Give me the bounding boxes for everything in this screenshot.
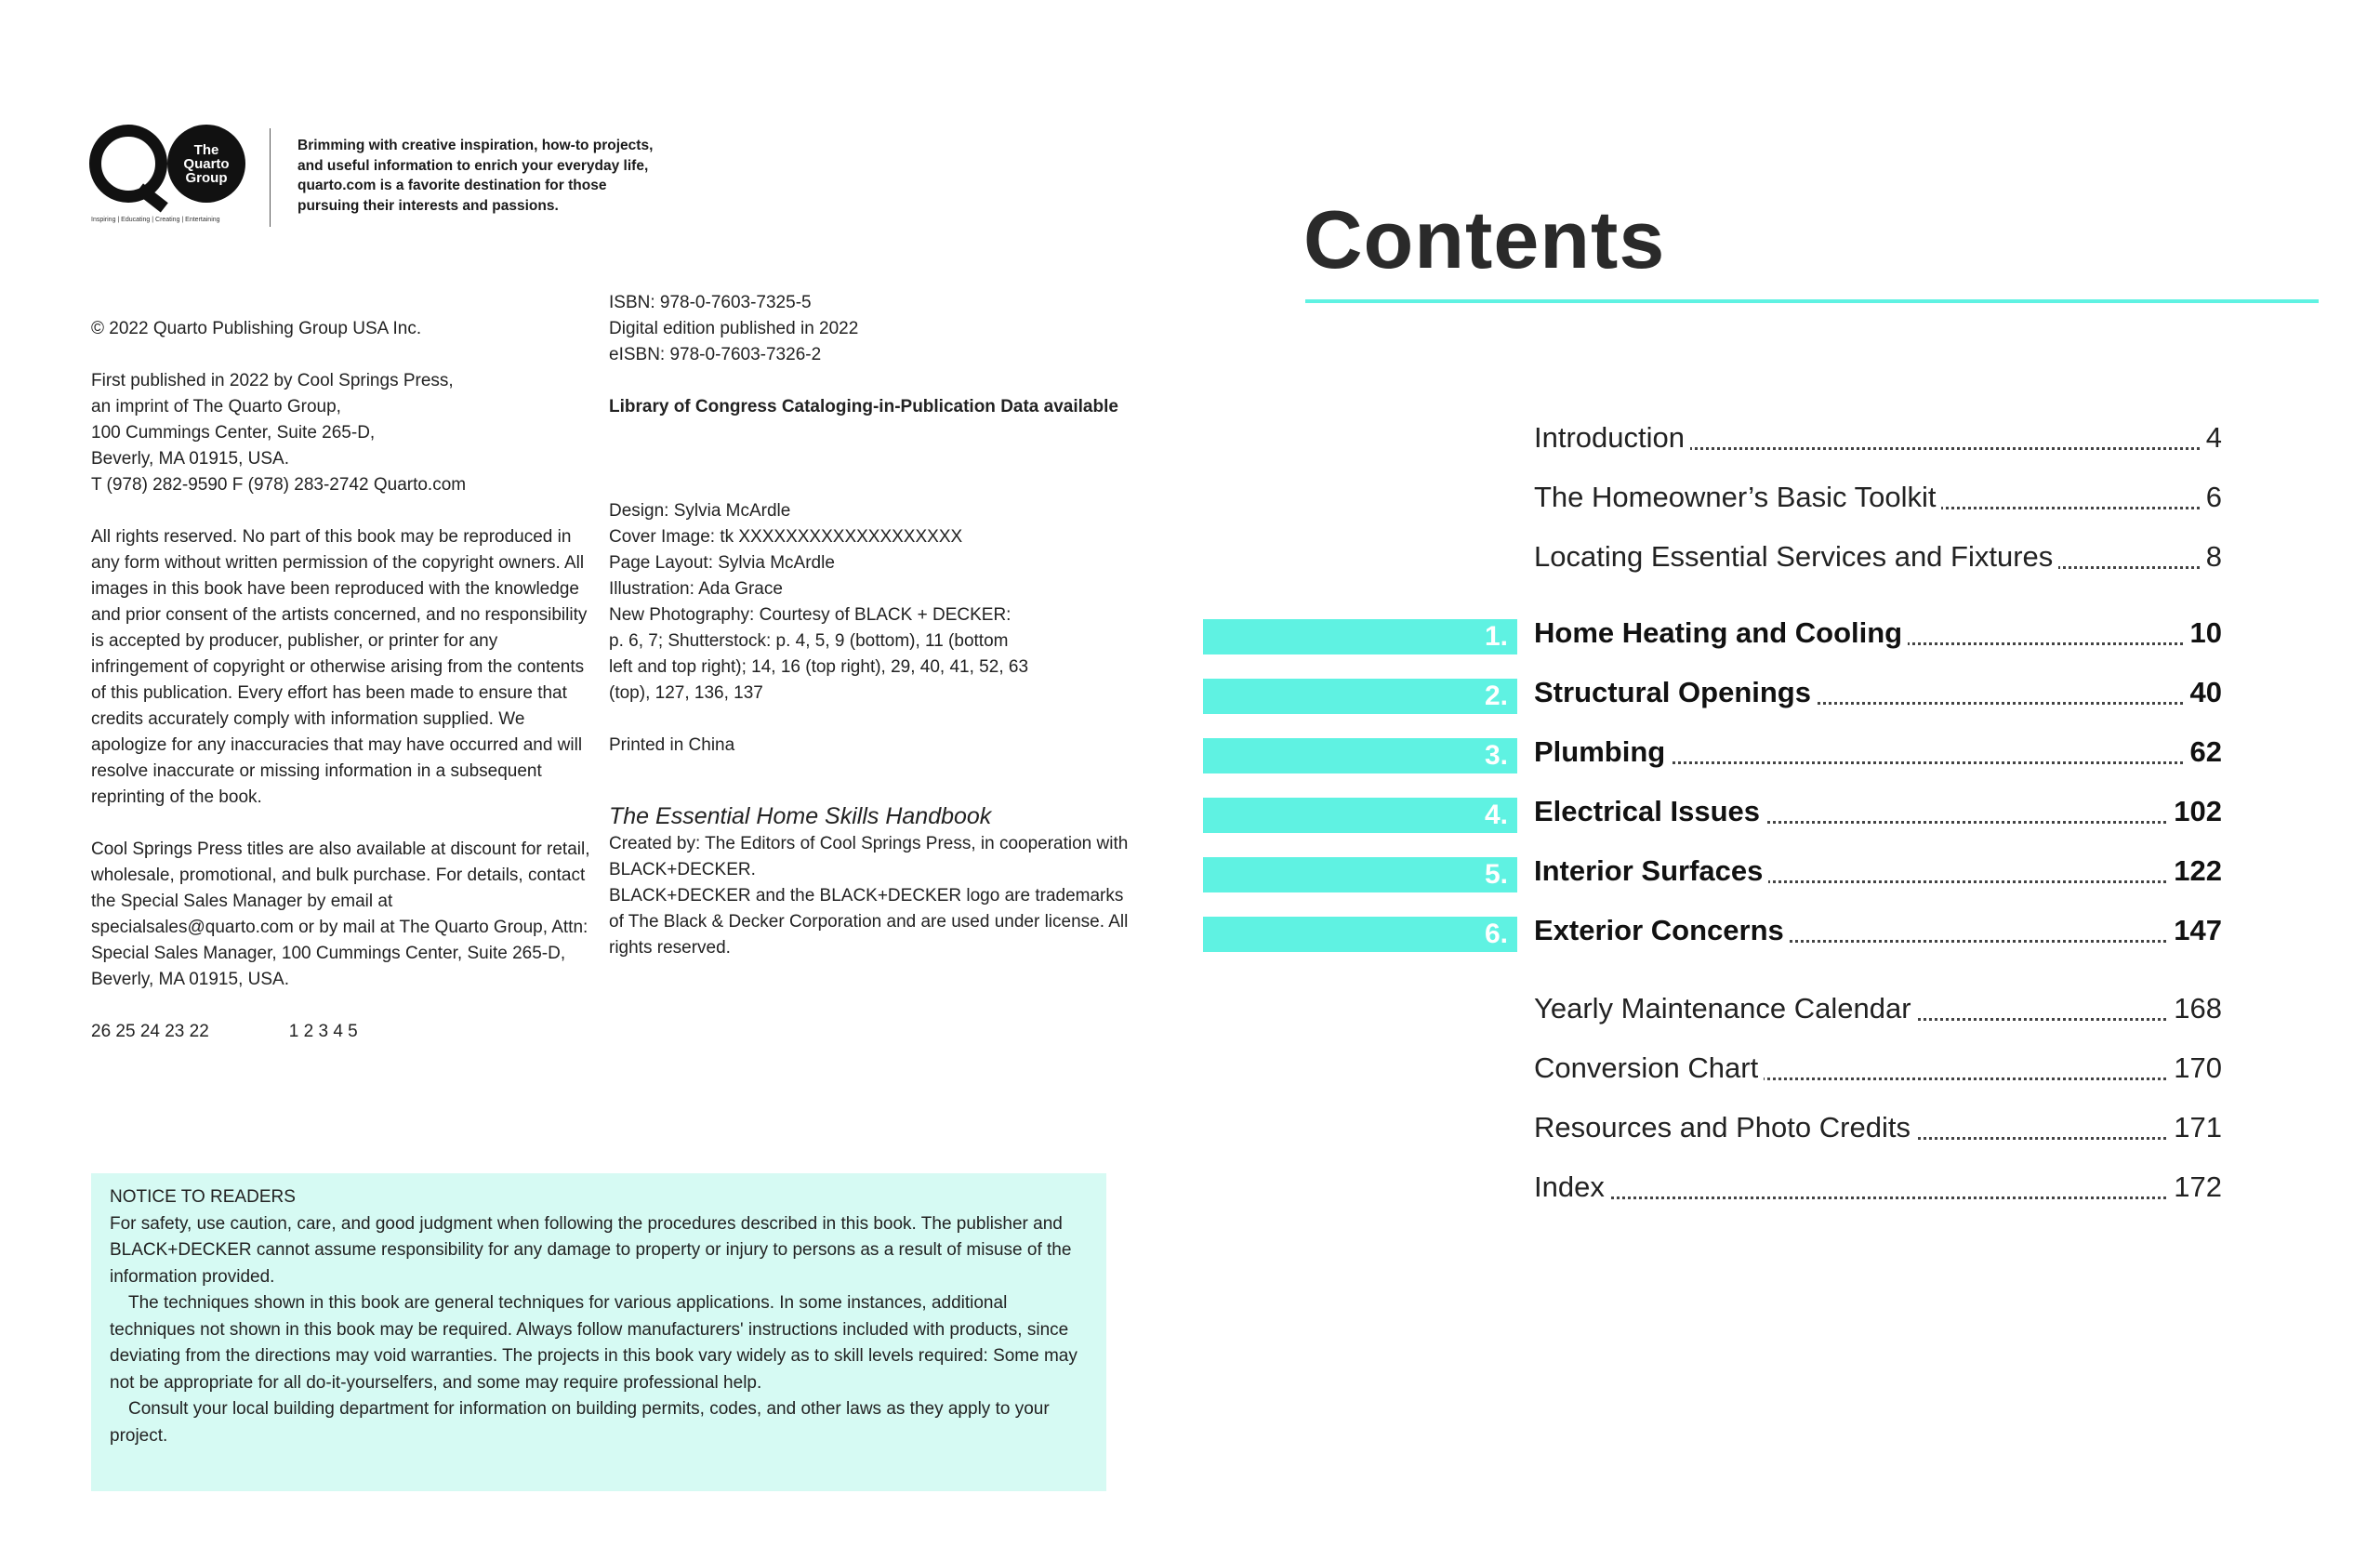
toc-page: 8 xyxy=(2201,539,2222,575)
chapter-number-bar xyxy=(1203,857,1517,892)
toc-entry[interactable] xyxy=(1534,422,2222,459)
quarto-blurb: Brimming with creative inspiration, how-to projects, and useful information to enrich your everyday life, quarto.com is a favorite destination for those pursuing their interests and passions. xyxy=(298,138,654,214)
chapter-number-bar xyxy=(1203,619,1517,654)
chapter-number: 1. xyxy=(1484,621,1508,652)
chapter-page: 10 xyxy=(2185,615,2222,651)
logo-divider xyxy=(270,128,271,227)
toc-entry[interactable] xyxy=(1534,1112,2222,1149)
notice-paragraph: Consult your local building department for information on building permits, codes, and other laws as they apply to your project. xyxy=(110,1399,1050,1446)
toc-title: Conversion Chart xyxy=(1534,1051,1764,1086)
chapter-page: 40 xyxy=(2185,675,2222,710)
special-sales-info: Cool Springs Press titles are also available at discount for retail, wholesale, promotional, and bulk purchase. For details, contact the Special Sales Manager by email at specialsales@quarto.com or by mail at The Quarto Group, Attn: Special Sales Manager, 100 Cummings Center, Suite 265-D, Beverly, MA 01915, USA. xyxy=(91,839,590,989)
toc-page: 170 xyxy=(2168,1051,2222,1086)
rights-statement: All rights reserved. No part of this book may be reproduced in any form without written permission of the copyright owners. All images in this book have been reproduced with the knowledge and prior consent of the artists concerned, and no responsibility is accepted by producer, publisher, or printer for any infringement of copyright or otherwise arising from the contents of this publication. Every effort has been made to ensure that credits accurately comply with information supplied. We apologize for any inaccuracies that may have occurred and will resolve inaccurate or missing information in a subsequent reprinting of the book. xyxy=(91,527,588,807)
toc-chapter-entry[interactable] xyxy=(1534,915,2222,952)
copyright-line: © 2022 Quarto Publishing Group USA Inc. xyxy=(91,319,422,338)
toc-page: 168 xyxy=(2168,991,2222,1026)
quarto-q-logo-icon xyxy=(89,125,167,203)
toc-title: Index xyxy=(1534,1170,1610,1205)
copyright-left-column xyxy=(91,316,593,1045)
trademark-notice: BLACK+DECKER and the BLACK+DECKER logo are trademarks of The Black & Decker Corporation and are used under license. All rights reserved. xyxy=(609,886,1129,958)
printing-line xyxy=(91,1019,593,1045)
contents-title: Contents xyxy=(1303,193,1666,285)
toc-page: 4 xyxy=(2201,420,2222,456)
chapter-page: 102 xyxy=(2168,794,2222,829)
chapter-title: Home Heating and Cooling xyxy=(1534,615,1908,651)
printed-in: Printed in China xyxy=(609,735,735,755)
chapter-title: Electrical Issues xyxy=(1534,794,1765,829)
chapter-title: Exterior Concerns xyxy=(1534,913,1790,948)
chapter-title: Interior Surfaces xyxy=(1534,853,1768,889)
toc-page: 172 xyxy=(2168,1170,2222,1205)
toc-title: Locating Essential Services and Fixtures xyxy=(1534,539,2058,575)
print-runs: 1 2 3 4 5 xyxy=(288,1022,358,1041)
toc-chapter-entry[interactable] xyxy=(1534,617,2222,654)
chapter-page: 147 xyxy=(2168,913,2222,948)
chapter-number: 2. xyxy=(1484,681,1508,711)
toc-chapter-entry[interactable] xyxy=(1534,736,2222,773)
chapter-number-bar xyxy=(1203,679,1517,714)
toc-page: 6 xyxy=(2201,480,2222,515)
toc-title: Yearly Maintenance Calendar xyxy=(1534,991,1917,1026)
toc-chapter-entry[interactable] xyxy=(1534,677,2222,714)
isbn-block: ISBN: 978-0-7603-7325-5 Digital edition published in 2022 eISBN: 978-0-7603-7326-2 xyxy=(609,293,859,364)
toc-chapter-entry[interactable] xyxy=(1534,855,2222,892)
toc-title: Resources and Photo Credits xyxy=(1534,1110,1916,1145)
chapter-title: Plumbing xyxy=(1534,734,1671,770)
chapter-number-bar xyxy=(1203,917,1517,952)
toc-chapter-entry[interactable] xyxy=(1534,796,2222,833)
chapter-number: 5. xyxy=(1484,859,1508,890)
toc-title: The Homeowner’s Basic Toolkit xyxy=(1534,480,1941,515)
chapter-number: 3. xyxy=(1484,740,1508,771)
chapter-page: 62 xyxy=(2185,734,2222,770)
toc-entry[interactable] xyxy=(1534,482,2222,519)
created-by: Created by: The Editors of Cool Springs Press, in cooperation with BLACK+DECKER. xyxy=(609,834,1129,879)
toc-entry[interactable] xyxy=(1534,1052,2222,1090)
notice-heading: NOTICE TO READERS xyxy=(110,1187,296,1207)
credits-block: Design: Sylvia McArdle Cover Image: tk XXXXXXXXXXXXXXXXXXX Page Layout: Sylvia McArdle Illustration: Ada Grace New Photography: Courtesy of BLACK + DECKER: p. 6, 7; Shutterstock: p. 4, 5, 9 (bottom), 11 (bottom left and top right); 14, 16 (top right), 29, 40, 41, 52, 63 (top), 127, 136, 137 xyxy=(609,501,1029,703)
chapter-page: 122 xyxy=(2168,853,2222,889)
chapter-number-bar xyxy=(1203,798,1517,833)
logo-tagline: Inspiring | Educating | Creating | Entertaining xyxy=(91,217,220,223)
notice-to-readers xyxy=(91,1173,1106,1491)
badge-text: The Quarto Group xyxy=(183,141,230,186)
publisher-address: First published in 2022 by Cool Springs Press, an imprint of The Quarto Group, 100 Cummings Center, Suite 265-D, Beverly, MA 01915, USA. T (978) 282-9590 F (978) 283-2742 Quarto.com xyxy=(91,371,467,495)
chapter-title: Structural Openings xyxy=(1534,675,1817,710)
loc-data: Library of Congress Cataloging-in-Publication Data available xyxy=(609,397,1118,416)
notice-paragraph: The techniques shown in this book are general techniques for various applications. In some instances, additional techniques not shown in this book may be required. Always follow manufacturers' instructions included with products, since deviating from the directions may void warranties. The projects in this book vary widely as to skill levels required: Some may not be appropriate for all do-it-yourselfers, and some may require professional help. xyxy=(110,1293,1078,1393)
copyright-right-column xyxy=(609,290,1130,961)
toc-title: Introduction xyxy=(1534,420,1690,456)
notice-paragraph: For safety, use caution, care, and good judgment when following the procedures described in this book. The publisher and BLACK+DECKER cannot assume responsibility for any damage to property or injury to persons as a result of misuse of the information provided. xyxy=(110,1213,1072,1287)
print-years: 26 25 24 23 22 xyxy=(91,1022,209,1041)
toc-entry[interactable] xyxy=(1534,1171,2222,1209)
contents-rule xyxy=(1305,299,2319,303)
chapter-number: 6. xyxy=(1484,919,1508,949)
book-title: The Essential Home Skills Handbook xyxy=(609,803,992,829)
toc-page: 171 xyxy=(2168,1110,2222,1145)
quarto-group-badge xyxy=(167,125,245,203)
chapter-number: 4. xyxy=(1484,800,1508,830)
toc-entry[interactable] xyxy=(1534,541,2222,578)
leader-dots xyxy=(1534,1196,2222,1199)
chapter-number-bar xyxy=(1203,738,1517,773)
toc-entry[interactable] xyxy=(1534,993,2222,1030)
